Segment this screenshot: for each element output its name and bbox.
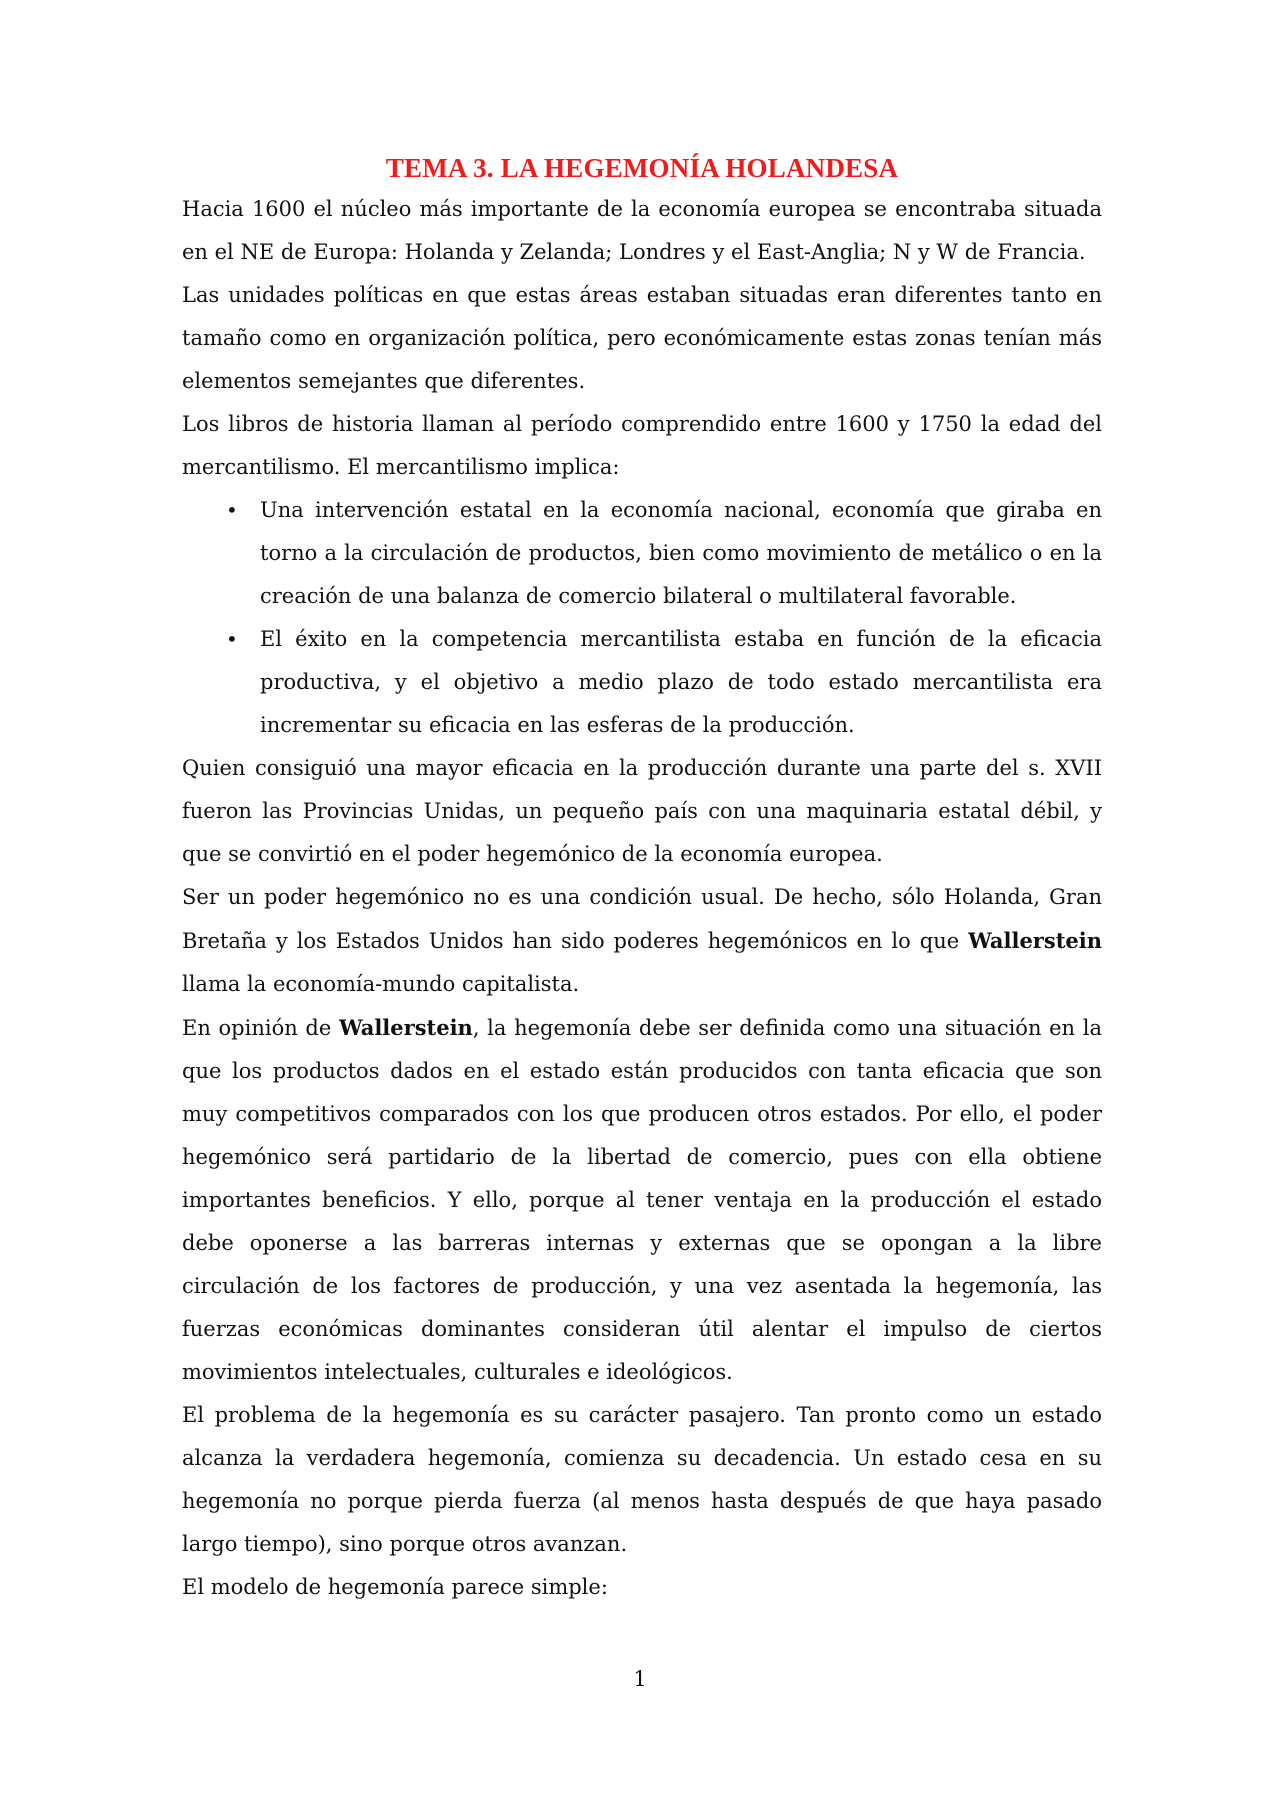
- paragraph-7: El problema de la hegemonía es su carácter pasajero. Tan pronto como un estado alcanza la verdadera hegemonía, comienza su decadencia. Un estado cesa en su hegemonía no porque pierda fuerza (al menos hasta después de que haya pasado largo tiempo), sino porque otros avanzan.: [182, 1403, 1102, 1556]
- author-name-bold: Wallerstein: [338, 1015, 473, 1040]
- paragraph-3: Los libros de historia llaman al período comprendido entre 1600 y 1750 la edad del mercantilismo. El mercantilismo implica:: [182, 412, 1102, 479]
- paragraph-5-text-a: Ser un poder hegemónico no es una condición usual. De hecho, sólo Holanda, Gran Bretaña y los Estados Unidos han sido poderes hegemónicos en lo que: [182, 885, 1102, 953]
- bullet-list: [182, 489, 1102, 747]
- author-name-bold: Wallerstein: [968, 928, 1102, 953]
- paragraph-4: Quien consiguió una mayor eficacia en la producción durante una parte del s. XVII fueron las Provincias Unidas, un pequeño país con una maquinaria estatal débil, y que se convirtió en el poder hegemónico de la economía europea.: [182, 756, 1102, 866]
- bullet-icon: •: [226, 498, 238, 522]
- page-number: 1: [633, 1667, 647, 1691]
- bullet-icon: •: [226, 627, 238, 651]
- document-title: TEMA 3. LA HEGEMONÍA HOLANDESA: [385, 153, 899, 183]
- paragraph-6-text-b: , la hegemonía debe ser definida como una situación en la que los productos dados en el estado están producidos con tanta eficacia que son muy competitivos comparados con los que producen otros estados. Por ello, el poder hegemónico será partidario de la libertad de comercio, pues con ella obtiene importantes beneficios. Y ello, porque al tener ventaja en la producción el estado debe oponerse a las barreras internas y externas que se opongan a la libre circulación de los factores de producción, y una vez asentada la hegemonía, las fuerzas económicas dominantes consideran útil alentar el impulso de ciertos movimientos intelectuales, culturales e ideológicos.: [182, 1016, 1102, 1384]
- bullet-text-1: Una intervención estatal en la economía nacional, economía que giraba en torno a la circulación de productos, bien como movimiento de metálico o en la creación de una balanza de comercio bilateral o multilateral favorable.: [260, 498, 1102, 608]
- bullet-text-2: El éxito en la competencia mercantilista estaba en función de la eficacia productiva, y el objetivo a medio plazo de todo estado mercantilista era incrementar su eficacia en las esferas de la producción.: [260, 627, 1102, 737]
- document-body: [182, 148, 1102, 1609]
- bullet-item-1: [182, 489, 1102, 618]
- paragraph-1: Hacia 1600 el núcleo más importante de la economía europea se encontraba situada en el NE de Europa: Holanda y Zelanda; Londres y el East-Anglia; N y W de Francia.: [182, 197, 1102, 264]
- paragraph-2: Las unidades políticas en que estas áreas estaban situadas eran diferentes tanto en tamaño como en organización política, pero económicamente estas zonas tenían más elementos semejantes que diferentes.: [182, 283, 1102, 393]
- paragraph-5: [182, 876, 1102, 1006]
- bullet-item-2: [182, 618, 1102, 747]
- paragraph-5-text-b: llama la economía-mundo capitalista.: [182, 972, 580, 996]
- paragraph-6-text-a: En opinión de: [182, 1016, 339, 1040]
- paragraph-6: [182, 1006, 1102, 1394]
- paragraph-8: El modelo de hegemonía parece simple:: [182, 1575, 608, 1599]
